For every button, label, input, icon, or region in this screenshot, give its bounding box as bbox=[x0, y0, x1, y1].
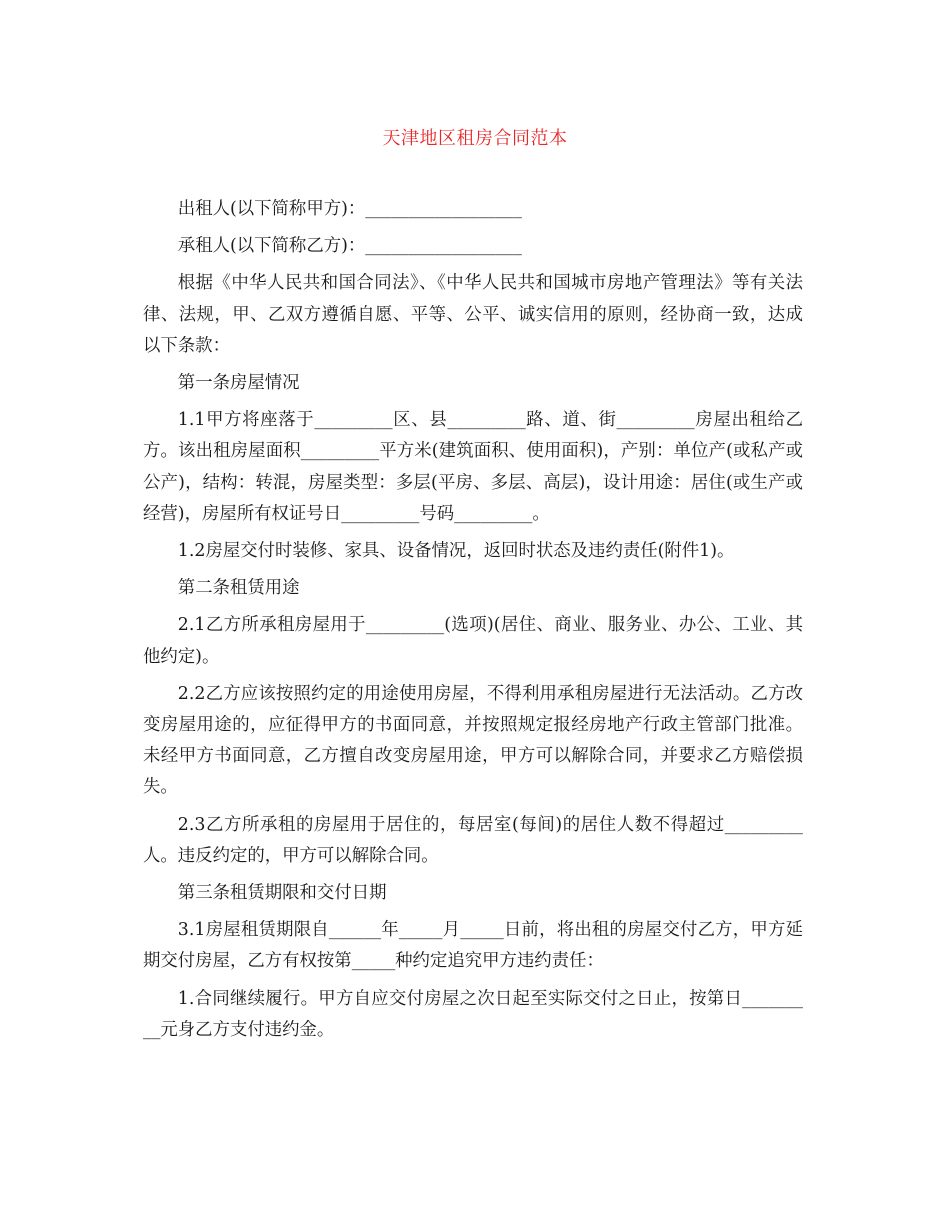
clause-preamble: 根据《中华人民共和国合同法》、《中华人民共和国城市房地产管理法》等有关法律、法规，甲、乙双方遵循自愿、平等、公平、诚实信用的原则，经协商一致，达成以下条款： bbox=[143, 273, 803, 356]
section-heading-3: 第三条租赁期限和交付日期 bbox=[177, 883, 387, 904]
clause-3-1: 3.1房屋租赁期限自______年_____月_____日前，将出租的房屋交付乙方，甲方延期交付房屋，乙方有权按第_____种约定追究甲方违约责任： bbox=[143, 920, 803, 972]
clause-lessor: 出租人(以下简称甲方)：__________________ bbox=[177, 199, 522, 219]
clause-2-3: 2.3乙方所承租的房屋用于居住的，每居室(每间)的居住人数不得超过_________人。违反约定的，甲方可以解除合同。 bbox=[143, 814, 803, 866]
clause-2-1: 2.1乙方所承租房屋用于_________(选项)(居住、商业、服务业、办公、工业、其他约定)。 bbox=[143, 615, 803, 667]
document-title: 天津地区租房合同范本 bbox=[382, 128, 568, 149]
section-heading-1: 第一条房屋情况 bbox=[177, 373, 300, 394]
clause-3-1-option-1: 1.合同继续履行。甲方自应交付房屋之次日起至实际交付之日止，按第日_________元身乙方支付违约金。 bbox=[143, 988, 803, 1040]
clause-lessee: 承租人(以下简称乙方)：__________________ bbox=[177, 236, 522, 257]
clause-1-1: 1.1甲方将座落于_________区、县_________路、道、街_________房屋出租给乙方。该出租房屋面积_________平方米(建筑面积、使用面积)，产别：单位产(或私产或公产)，结构：转混，房屋类型：多层(平房、多层、高层)，设计用途：居住(或生产或经营)，房屋所有权证号日_________号码_________。 bbox=[143, 410, 803, 524]
section-heading-2: 第二条租赁用途 bbox=[177, 578, 300, 599]
document-body bbox=[143, 194, 803, 1052]
clause-1-2: 1.2房屋交付时装修、家具、设备情况，返回时状态及违约责任(附件1)。 bbox=[177, 541, 735, 562]
clause-2-2: 2.2乙方应该按照约定的用途使用房屋，不得利用承租房屋进行无法活动。乙方改变房屋用途的，应征得甲方的书面同意，并按照规定报经房地产行政主管部门批准。未经甲方书面同意，乙方擅自改变房屋用途，甲方可以解除合同，并要求乙方赔偿损失。 bbox=[143, 683, 803, 798]
